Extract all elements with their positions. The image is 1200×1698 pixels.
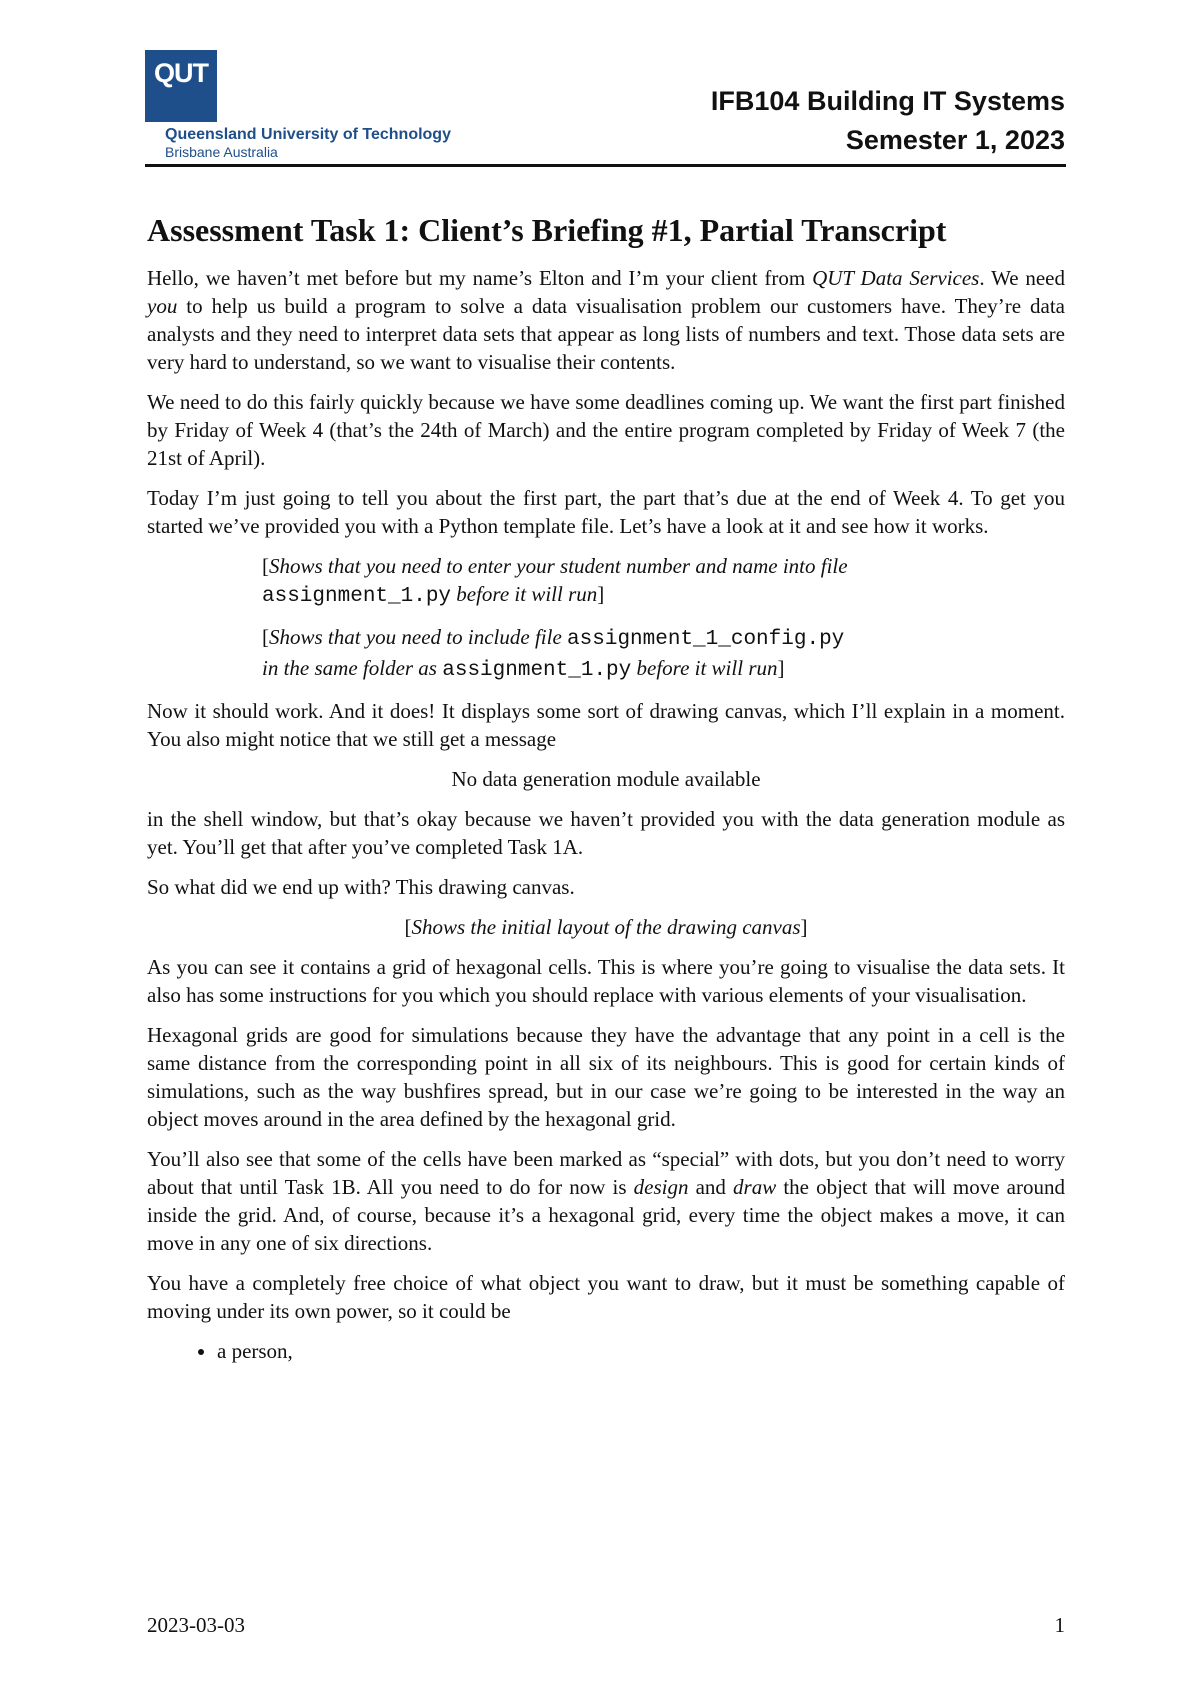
emphasis: draw	[733, 1175, 777, 1199]
code-filename: assignment_1.py	[442, 659, 632, 682]
quote-text: Shows that you need to include file	[269, 625, 562, 649]
paragraph-canvas: Now it should work. And it does! It displays some sort of drawing canvas, which I’ll explain in a moment. You also might notice that we still get a message	[147, 699, 1065, 751]
quote-text: in the same folder as	[262, 656, 437, 680]
quote-text: before it will run	[456, 582, 598, 606]
paragraph-deadlines: We need to do this fairly quickly because we have some deadlines coming up. We want the first part finished by Friday of Week 4 (that’s the 24th of March) and the entire program completed by Friday of Week 7 (the 21st of April).	[147, 390, 1065, 470]
paragraph-special-cells	[147, 1145, 1065, 1257]
paragraph-result: So what did we end up with? This drawing canvas.	[147, 875, 575, 899]
semester: Semester 1, 2023	[845, 125, 1065, 155]
text: and	[688, 1175, 734, 1199]
university-location: Brisbane Australia	[165, 144, 278, 160]
object-list	[147, 1337, 1065, 1365]
quote-config-file: [Shows that you need to include file assignment_1_config.py in the same folder as assignment_1.py before it will run]	[262, 625, 845, 682]
header-divider	[145, 164, 1066, 167]
quote-text: Shows that you need to enter your student number and name into file	[269, 554, 848, 578]
text: You’ll also see that some of the cells have been marked as “special” with dots, but you don’t need to worry about that until Task 1B. All you need to do for now is	[147, 1147, 1065, 1199]
course-title: IFB104 Building IT Systems	[710, 86, 1065, 116]
paragraph-intro	[147, 264, 1065, 376]
text: . We need	[979, 266, 1066, 290]
logo-text: QUT	[154, 58, 208, 88]
code-filename: assignment_1.py	[262, 585, 452, 608]
paragraph-template: Today I’m just going to tell you about the first part, the part that’s due at the end of Week 4. To get you started we’ve provided you with a Python template file. Let’s have a look at it and see how it works.	[147, 486, 1065, 538]
paragraph-shell: in the shell window, but that’s okay because we haven’t provided you with the data generation module as yet. You’ll get that after you’ve completed Task 1A.	[147, 807, 1065, 859]
emphasis: design	[633, 1175, 689, 1199]
text: to help us build a program to solve a data visualisation problem our customers have. They’re data analysts and they need to interpret data sets that appear as long lists of numbers and text. Those data sets are very hard to understand, so we want to visualise their contents.	[147, 294, 1065, 374]
code-filename: assignment_1_config.py	[567, 628, 845, 651]
university-name: Queensland University of Technology	[165, 126, 451, 143]
client-name: QUT Data Services	[812, 266, 980, 290]
emphasis: you	[147, 294, 178, 318]
paragraph-grid: As you can see it contains a grid of hexagonal cells. This is where you’re going to visualise the data sets. It also has some instructions for you which you should replace with various elements of your visualisation.	[147, 955, 1065, 1007]
text: the object that will move around inside the grid. And, of course, because it’s a hexagonal grid, every time the object makes a move, it can move in any one of six directions.	[147, 1175, 1065, 1255]
page-number: 1	[1054, 1613, 1065, 1637]
qut-logo	[145, 50, 217, 122]
document-title: Assessment Task 1: Client’s Briefing #1, Partial Transcript	[147, 212, 947, 248]
footer-date: 2023-03-03	[147, 1613, 245, 1637]
paragraph-object-choice: You have a completely free choice of what object you want to draw, but it must be something capable of moving under its own power, so it could be	[147, 1271, 1065, 1323]
list-item: • a person,	[217, 1337, 1065, 1365]
paragraph-hexagonal: Hexagonal grids are good for simulations because they have the advantage that any point in a cell is the same distance from the corresponding point in all six of its neighbours. This is good for certain kinds of simulations, such as the way bushfires spread, but in our case we’re going to be interested in the way an object moves around in the area defined by the hexagonal grid.	[147, 1023, 1065, 1131]
quote-canvas-layout: [Shows the initial layout of the drawing canvas]	[404, 915, 808, 939]
quote-text: Shows the initial layout of the drawing canvas	[411, 915, 801, 939]
quote-student-number: [Shows that you need to enter your student number and name into file assignment_1.py before it will run]	[262, 554, 848, 608]
text: Hello, we haven’t met before but my name’s Elton and I’m your client from	[147, 266, 813, 290]
document-body	[147, 210, 1065, 1365]
shell-message: No data generation module available	[451, 767, 761, 791]
quote-text: before it will run	[636, 656, 778, 680]
